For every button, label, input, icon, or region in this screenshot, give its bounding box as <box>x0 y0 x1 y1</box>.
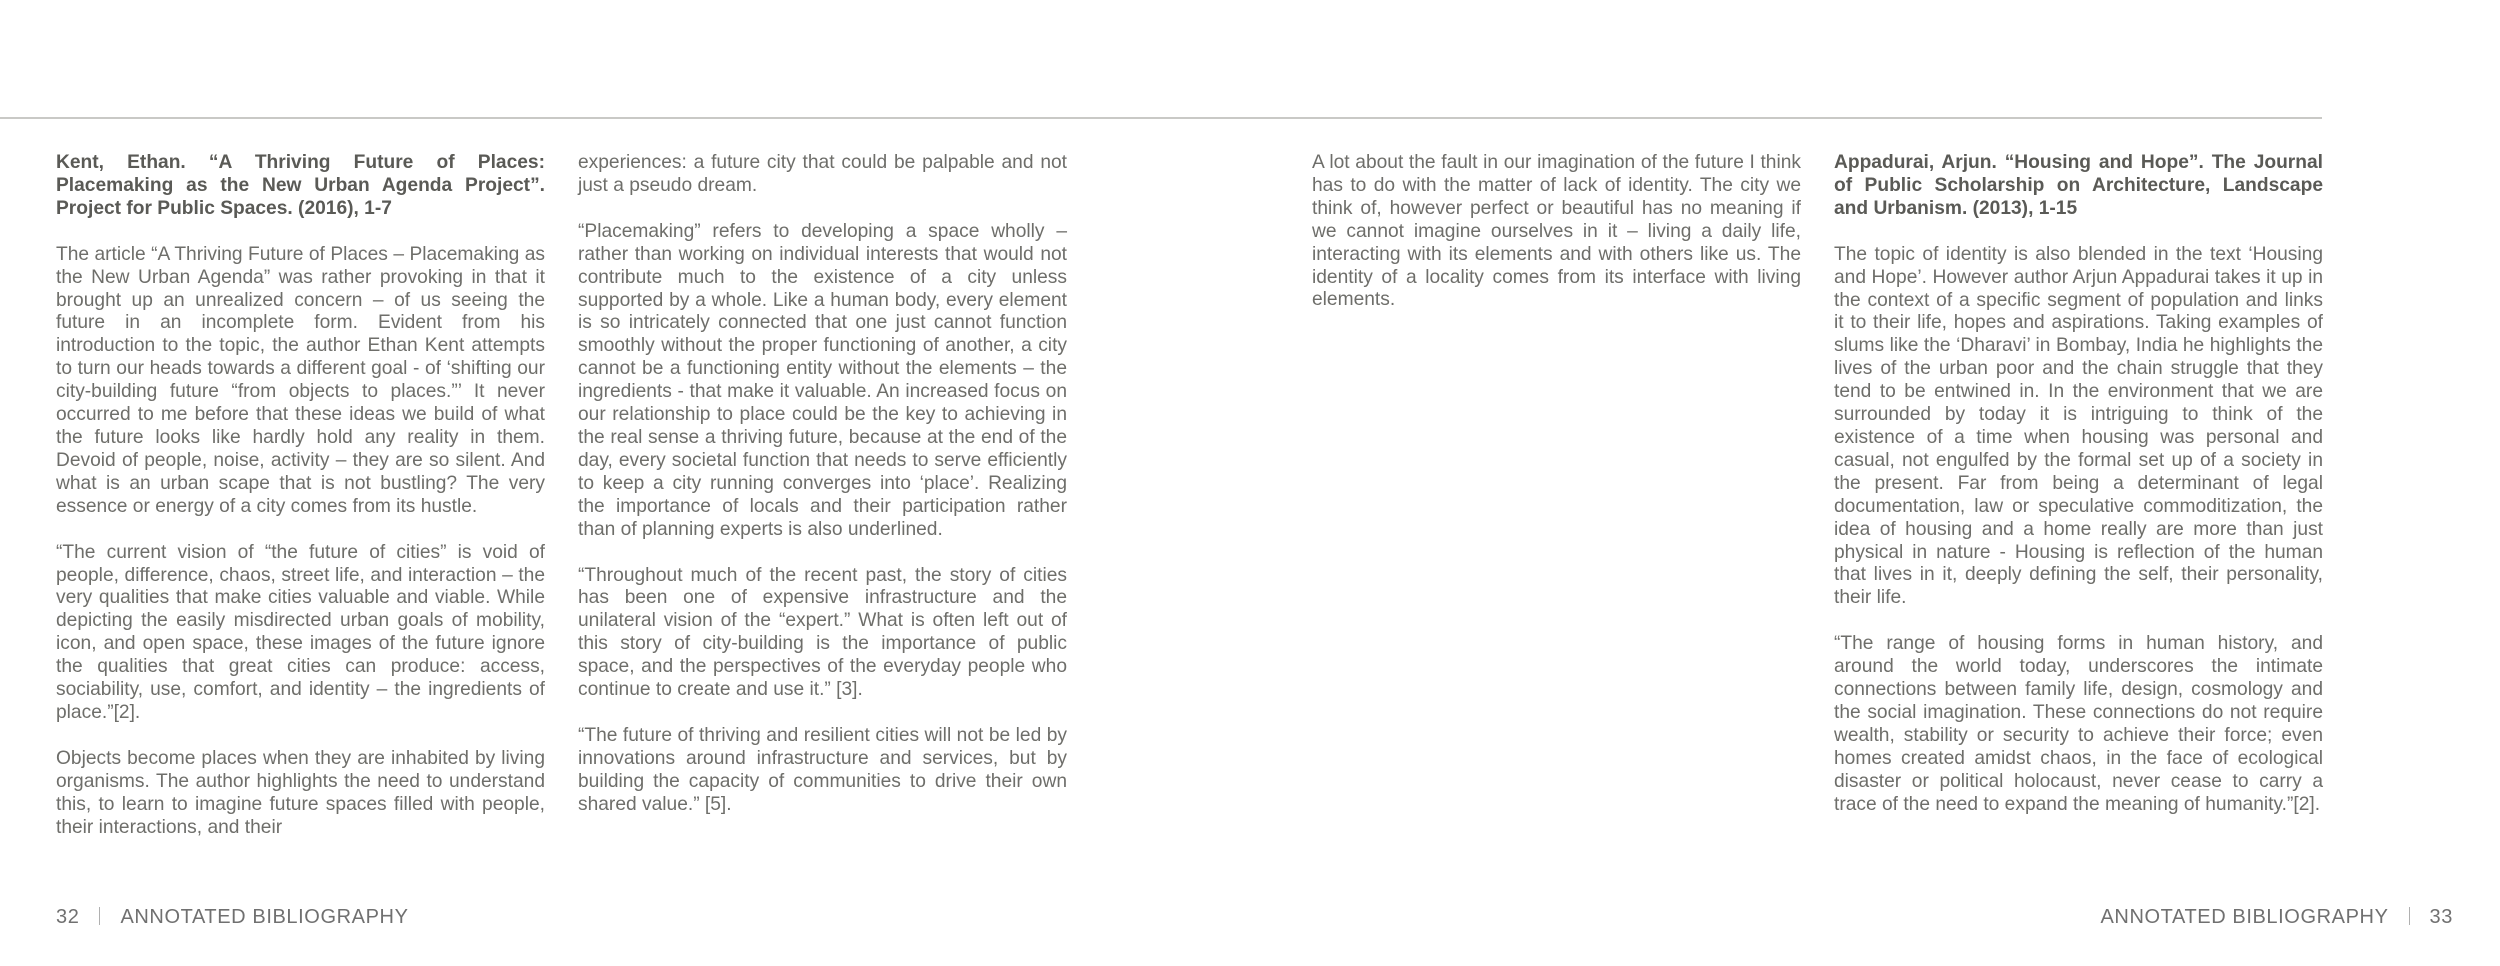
paragraph: Objects become places when they are inhabited by living organisms. The author highlights the need to understand this, to learn to imagine future spaces filled with people, their interactions, and their <box>56 747 545 838</box>
footer-right <box>2100 906 2453 929</box>
citation-kent: Kent, Ethan. “A Thriving Future of Places: Placemaking as the New Urban Agenda Project”. Project for Public Spaces. (2016), 1-7 <box>56 152 545 219</box>
page-number-left: 32 <box>56 906 80 928</box>
paragraph: “Placemaking” refers to developing a space wholly – rather than working on individual interests that would not contribute much to the existence of a city unless supported by a whole. Like a human body, every element is so intricately connected that one just cannot function smoothly without the proper functioning of another, a city cannot be a functioning entity without the elements – the ingredients - that make it valuable. An increased focus on our relationship to place could be the key to achieving in the real sense a thriving future, because at the end of the day, every societal function that needs to serve efficiently to keep a city running converges into ‘place’. Realizing the importance of locals and their participation rather than of planning experts is also underlined. <box>578 220 1067 540</box>
footer-separator <box>2409 907 2410 925</box>
top-divider-line <box>0 117 2322 119</box>
column-4 <box>1834 152 2323 839</box>
page-number-right: 33 <box>2429 906 2453 928</box>
paragraph: “The range of housing forms in human history, and around the world today, underscores the intimate connections between family life, design, cosmology and the social imagination. These connections do not require wealth, stability or security to achieve their force; even homes created amidst chaos, in the face of ecological disaster or political holocaust, never cease to carry a trace of the need to expand the meaning of humanity.”[2]. <box>1834 633 2323 815</box>
section-title-left: ANNOTATED BIBLIOGRAPHY <box>120 906 409 928</box>
paragraph: “The current vision of “the future of cities” is void of people, difference, chaos, street life, and interaction – the very qualities that make cities valuable and viable. While depicting the easily misdirected urban goals of mobility, icon, and open space, these images of the future ignore the qualities that great cities can produce: access, sociability, use, comfort, and identity – the ingredients of place.”[2]. <box>56 541 545 723</box>
paragraph: “The future of thriving and resilient cities will not be led by innovations around infrastructure and services, but by building the capacity of communities to drive their own shared value.” [5]. <box>578 724 1067 815</box>
paragraph: The topic of identity is also blended in the text ‘Housing and Hope’. However author Arjun Appadurai takes it up in the context of a specific segment of population and links it to their life, hopes and aspirations. Taking examples of slums like the ‘Dharavi’ in Bombay, India he highlights the lives of the urban poor and the chain struggle that they tend to be entwined in. In the environment that we are surrounded by today it is intriguing to think of the existence of a time when housing was personal and casual, not engulfed by the formal set up of a society in the present. Far from being a determinant of legal documentation, law or speculative commoditization, the idea of housing and a home really are more than just physical in nature - Housing is reflection of the human that lives in it, deeply defining the self, their personality, their life. <box>1834 243 2323 609</box>
column-3 <box>1312 152 1801 335</box>
footer-left <box>56 906 409 929</box>
citation-appadurai: Appadurai, Arjun. “Housing and Hope”. The Journal of Public Scholarship on Architecture, Landscape and Urbanism. (2013), 1-15 <box>1834 152 2323 219</box>
column-1 <box>56 152 545 862</box>
paragraph: “Throughout much of the recent past, the story of cities has been one of expensive infrastructure and the unilateral vision of the “expert.” What is often left out of this story of city-building is the importance of public space, and the perspectives of the everyday people who continue to create and use it.” [3]. <box>578 564 1067 701</box>
paragraph: experiences: a future city that could be palpable and not just a pseudo dream. <box>578 152 1067 196</box>
paragraph: The article “A Thriving Future of Places – Placemaking as the New Urban Agenda” was rather provoking in that it brought up an unrealized concern – of us seeing the future in an incomplete form. Evident from his introduction to the topic, the author Ethan Kent attempts to turn our heads towards a different goal - of ‘shifting our city-building future “from objects to places.”’ It never occurred to me before that these ideas we build of what the future looks like hardly hold any reality in them. Devoid of people, noise, activity – they are so silent. And what is an urban scape that is not bustling? The very essence or energy of a city comes from its hustle. <box>56 243 545 517</box>
column-2 <box>578 152 1067 840</box>
section-title-right: ANNOTATED BIBLIOGRAPHY <box>2100 906 2389 928</box>
footer-separator <box>99 907 100 925</box>
paragraph: A lot about the fault in our imagination of the future I think has to do with the matter of lack of identity. The city we think of, however perfect or beautiful has no meaning if we cannot imagine ourselves in it – living a daily life, interacting with its elements and with others like us. The identity of a locality comes from its interface with living elements. <box>1312 152 1801 311</box>
